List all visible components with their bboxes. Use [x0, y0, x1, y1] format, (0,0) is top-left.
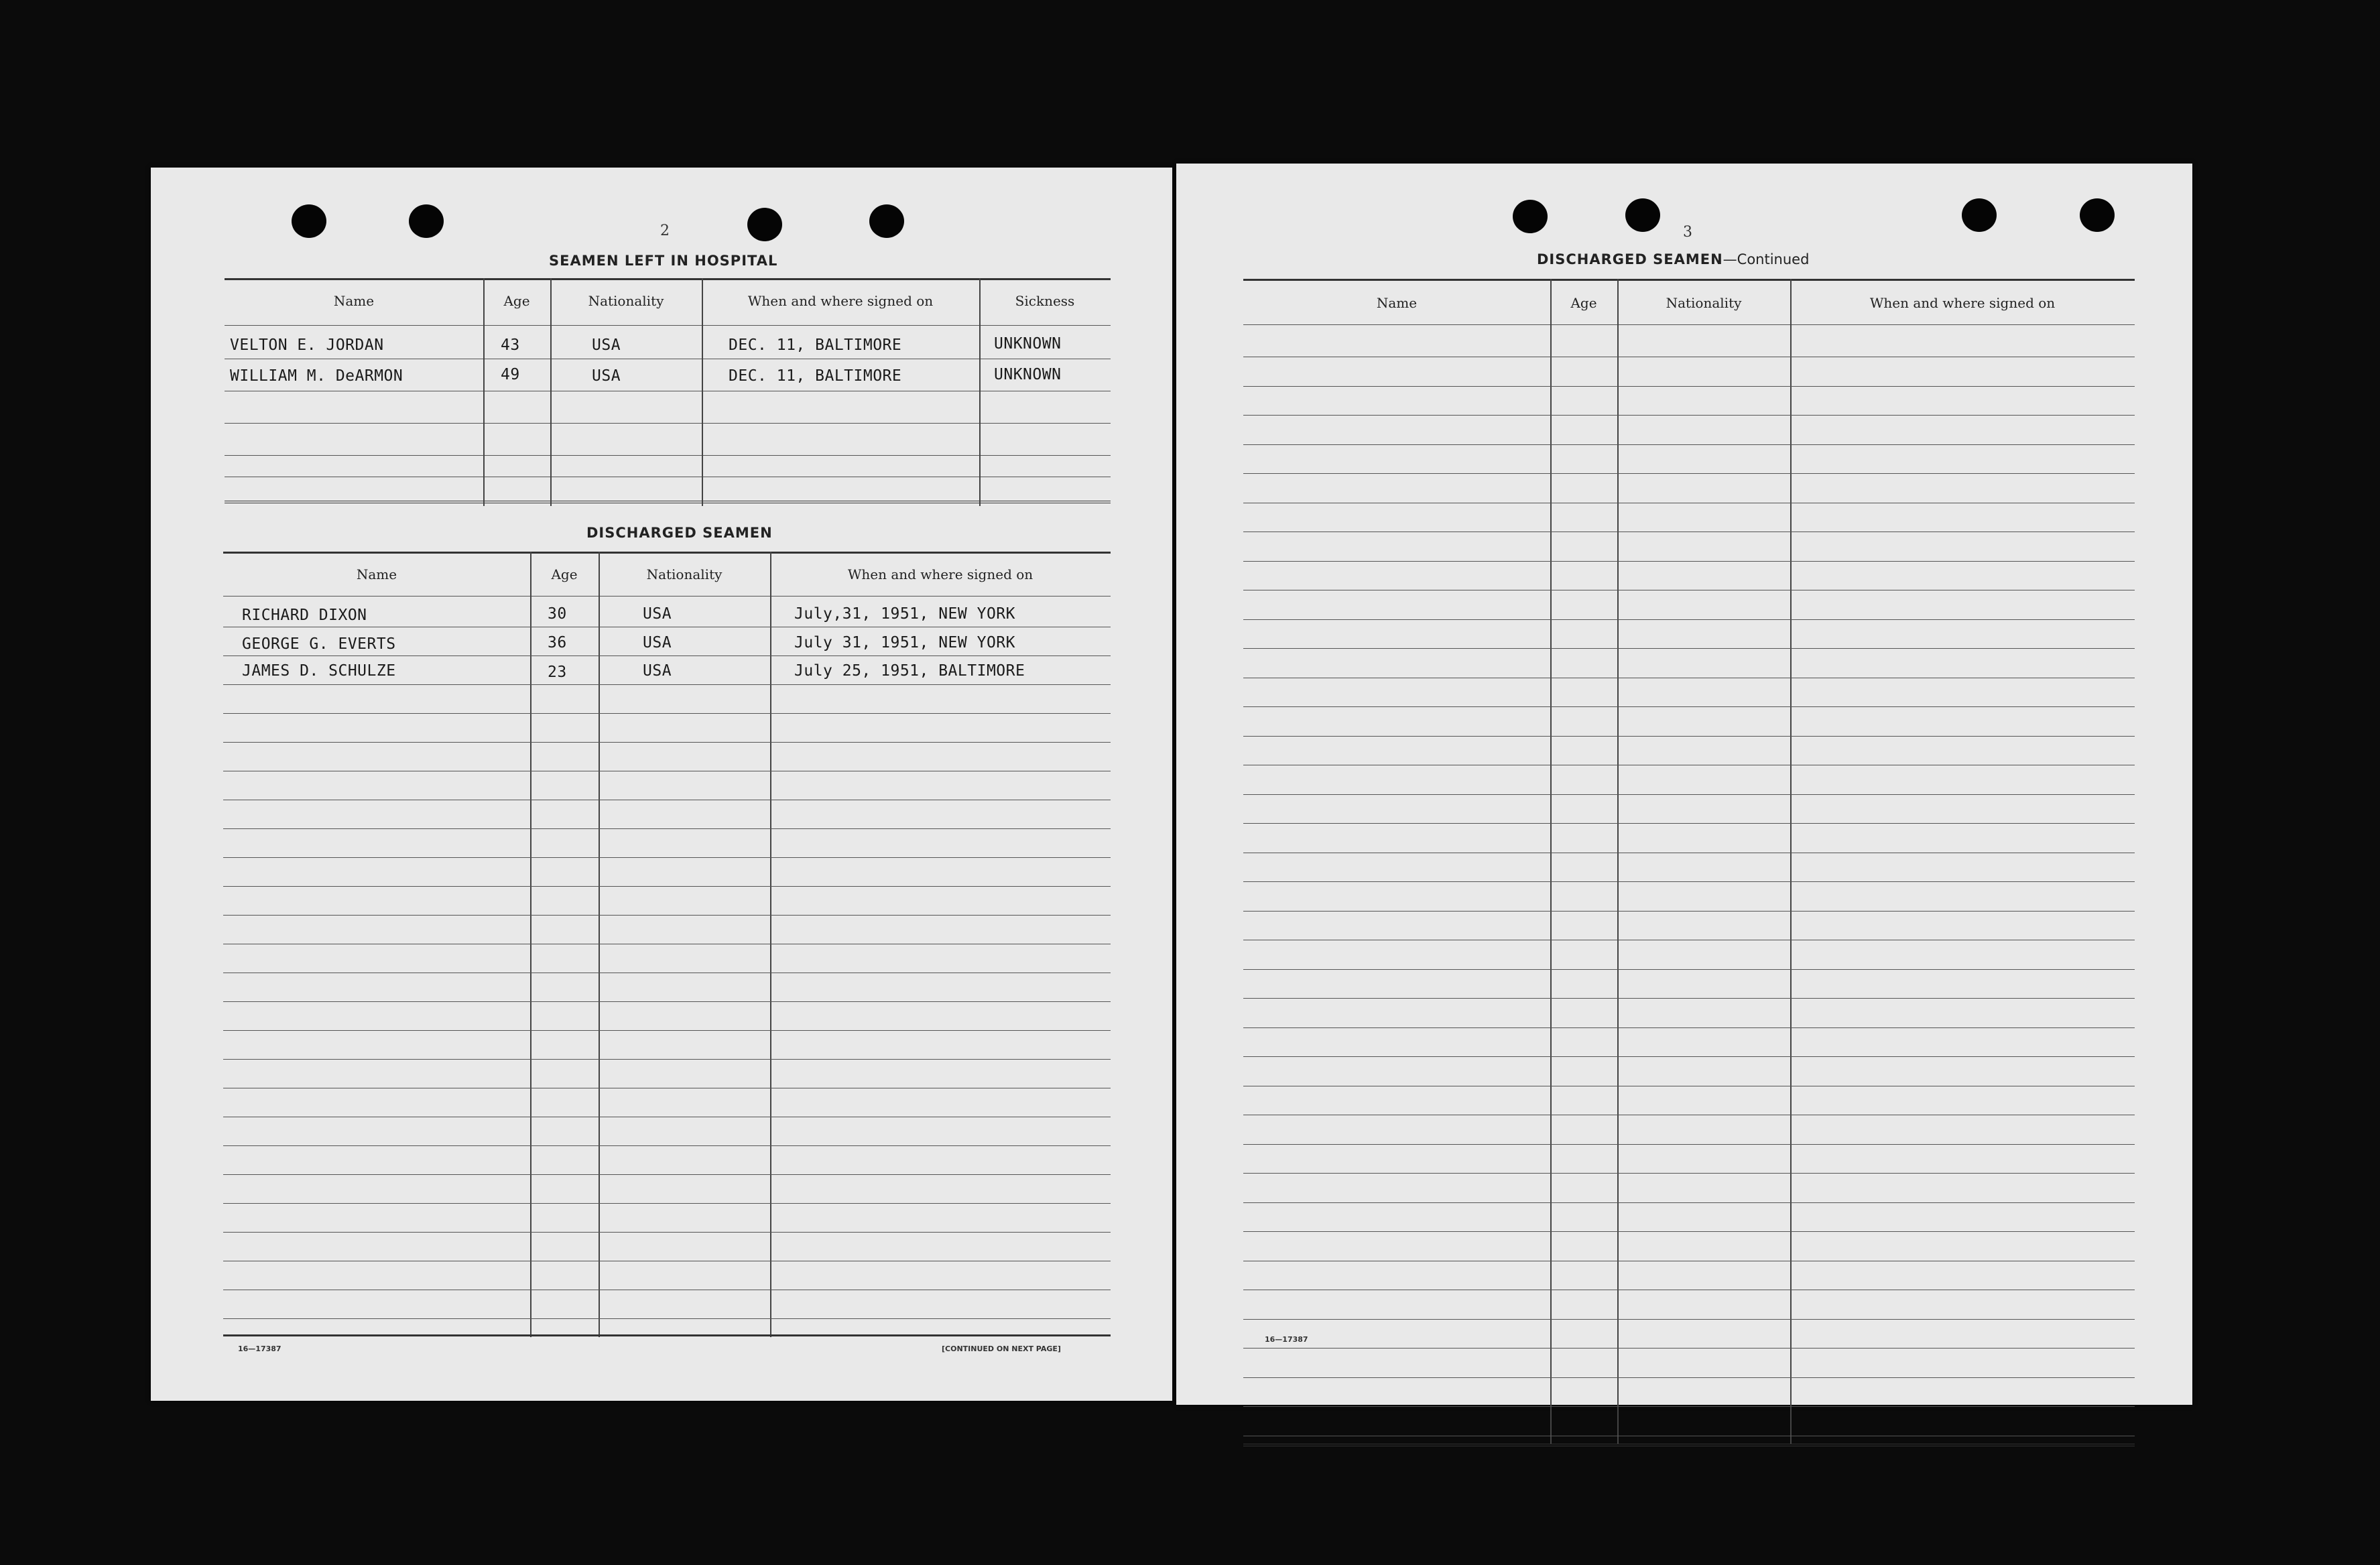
punch-hole	[1962, 198, 1997, 232]
hospital-title: SEAMEN LEFT IN HOSPITAL	[549, 253, 778, 269]
page-number: 3	[1683, 224, 1692, 241]
column-header-name: Name	[356, 566, 397, 582]
ruled-line	[223, 915, 1111, 916]
hospital-row-age: 49	[501, 366, 520, 383]
ruled-line	[1243, 736, 2135, 737]
hospital-row-signed-on: DEC. 11, BALTIMORE	[729, 367, 902, 385]
ruled-line	[1243, 648, 2135, 649]
ruled-line	[223, 713, 1111, 714]
ruled-line	[223, 1059, 1111, 1060]
hospital-table	[225, 278, 1111, 506]
punch-hole	[409, 204, 444, 238]
discharged-title: DISCHARGED SEAMEN	[586, 525, 773, 541]
hospital-row-name: VELTON E. JORDAN	[230, 336, 384, 354]
punch-hole	[1513, 200, 1548, 233]
hospital-row-age: 43	[501, 336, 520, 354]
punch-hole	[1625, 198, 1660, 232]
ruled-line	[1243, 444, 2135, 445]
punch-hole	[2080, 198, 2115, 232]
form-number: 16—17387	[238, 1344, 281, 1353]
column-header-nationality: Nationality	[646, 566, 723, 582]
column-header-age: Age	[503, 293, 530, 309]
ruled-line	[223, 1318, 1111, 1319]
hospital-row-sickness: UNKNOWN	[994, 366, 1062, 383]
ruled-line	[1243, 969, 2135, 970]
ruled-line	[223, 1203, 1111, 1204]
column-header-name: Name	[1376, 295, 1418, 311]
ruled-line	[1243, 415, 2135, 416]
ruled-line	[1243, 1202, 2135, 1203]
discharged-row-age: 30	[548, 605, 567, 623]
discharged-continued-title	[1537, 251, 1809, 267]
ruled-line	[1243, 561, 2135, 562]
continued-note: [CONTINUED ON NEXT PAGE]	[942, 1344, 1061, 1353]
continued-suffix: —Continued	[1723, 251, 1810, 267]
hospital-row-sickness: UNKNOWN	[994, 335, 1062, 353]
discharged-row-signed-on: July 31, 1951, NEW YORK	[794, 634, 1015, 651]
punch-hole	[747, 208, 782, 241]
ruled-line	[1243, 1056, 2135, 1057]
ruled-line	[1243, 1377, 2135, 1378]
discharged-row-nationality: USA	[643, 634, 672, 651]
ruled-line	[223, 828, 1111, 829]
discharged-continued-table	[1243, 279, 2135, 1444]
hospital-row-nationality: USA	[592, 367, 621, 385]
page-number: 2	[660, 223, 670, 239]
table-bottom-rule	[1243, 1444, 2135, 1446]
discharged-row-name: GEORGE G. EVERTS	[242, 635, 396, 653]
hospital-row-nationality: USA	[592, 336, 621, 354]
ruled-line	[1243, 386, 2135, 387]
ruled-line	[223, 1232, 1111, 1233]
discharged-row-nationality: USA	[643, 605, 672, 623]
ruled-line	[223, 886, 1111, 887]
table-bottom-rule	[223, 1334, 1111, 1336]
ruled-line	[1243, 706, 2135, 707]
column-header-name: Name	[333, 293, 375, 309]
discharged-row-nationality: USA	[643, 662, 672, 680]
discharged-table	[223, 552, 1111, 1337]
ruled-line	[1243, 1348, 2135, 1349]
discharged-row-signed-on: July,31, 1951, NEW YORK	[794, 605, 1015, 623]
ruled-line	[1243, 1231, 2135, 1232]
hospital-row-signed-on: DEC. 11, BALTIMORE	[729, 336, 902, 354]
ruled-line	[223, 1174, 1111, 1175]
ruled-line	[1243, 911, 2135, 912]
ruled-line	[223, 655, 1111, 656]
ruled-line	[223, 857, 1111, 858]
hospital-row-name: WILLIAM M. DeARMON	[230, 367, 403, 385]
ruled-line	[223, 1001, 1111, 1002]
page-right	[1176, 164, 2192, 1405]
ruled-line	[1243, 881, 2135, 882]
ruled-line	[223, 684, 1111, 685]
page-left	[151, 168, 1172, 1401]
discharged-row-name: RICHARD DIXON	[242, 607, 367, 624]
ruled-line	[223, 1030, 1111, 1031]
column-header-signed-on: When and where signed on	[847, 566, 1034, 582]
ruled-line	[1243, 1027, 2135, 1028]
column-header-sickness: Sickness	[1015, 293, 1075, 309]
ruled-line	[1243, 998, 2135, 999]
ruled-line	[223, 742, 1111, 743]
column-header-age: Age	[1570, 295, 1597, 311]
ruled-line	[1243, 823, 2135, 824]
column-header-age: Age	[551, 566, 578, 582]
punch-hole	[869, 204, 904, 238]
punch-hole	[292, 204, 326, 238]
discharged-row-name: JAMES D. SCHULZE	[242, 662, 396, 680]
form-number: 16—17387	[1265, 1335, 1308, 1344]
ruled-line	[1243, 473, 2135, 474]
ruled-line	[1243, 1406, 2135, 1407]
discharged-continued-title-text: DISCHARGED SEAMEN	[1537, 251, 1723, 267]
ruled-line	[1243, 619, 2135, 620]
column-header-nationality: Nationality	[1666, 295, 1742, 311]
ruled-line	[1243, 1319, 2135, 1320]
discharged-row-age: 23	[548, 664, 567, 681]
ruled-line	[1243, 1144, 2135, 1145]
discharged-row-age: 36	[548, 634, 567, 651]
column-header-nationality: Nationality	[588, 293, 664, 309]
ruled-line	[1243, 1173, 2135, 1174]
discharged-row-signed-on: July 25, 1951, BALTIMORE	[794, 662, 1025, 680]
ruled-line	[1243, 794, 2135, 795]
ruled-line	[223, 1145, 1111, 1146]
ruled-line	[1243, 531, 2135, 532]
column-header-signed-on: When and where signed on	[1869, 295, 2056, 311]
column-header-signed-on: When and where signed on	[747, 293, 934, 309]
